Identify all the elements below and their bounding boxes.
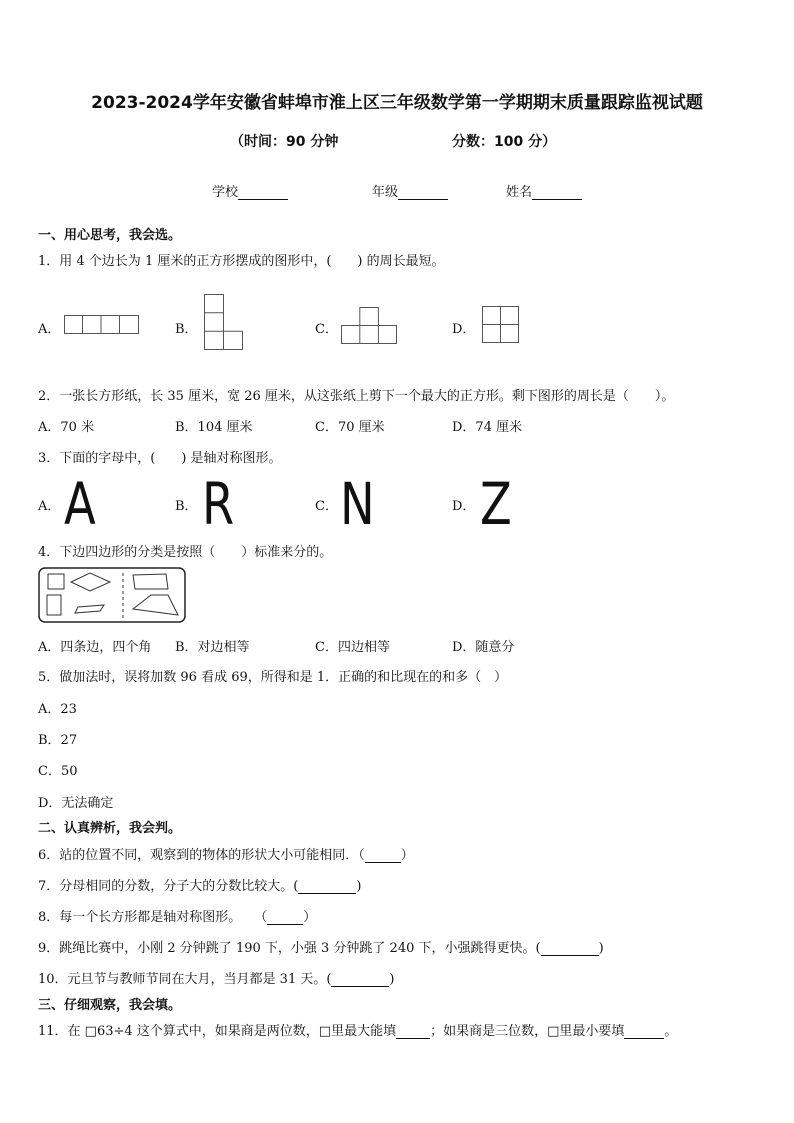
question-9: [38, 937, 604, 956]
q4-option-a: A．四条边，四个角: [38, 640, 152, 655]
q5-option-d: D．无法确定: [38, 796, 114, 811]
q8-answer-blank[interactable]: [267, 911, 303, 925]
section-2-heading: 二、认真辨析，我会判。: [38, 821, 182, 836]
q8-text: 8．每一个长方形都是轴对称图形。 （: [38, 910, 268, 925]
question-5: 5．做加法时，误将加数 96 看成 69，所得和是 1．正确的和比现在的和多（ ）: [38, 670, 508, 685]
name-blank: [532, 186, 582, 200]
q7-answer-blank[interactable]: [298, 880, 356, 894]
name-label: 姓名: [506, 185, 533, 200]
q1-option-c-label: C．: [315, 322, 338, 337]
question-10: [38, 968, 395, 987]
q1-figure-d: [482, 306, 520, 344]
q3-option-b-label: B．: [175, 499, 198, 514]
q10-answer-blank[interactable]: [331, 973, 389, 987]
q8-close: ）: [303, 910, 317, 925]
q9-close: ): [598, 941, 604, 956]
question-6: [38, 844, 414, 863]
q11-text-part1: 11．在 □63÷4 这个算式中，如果商是两位数，□里最大能填: [38, 1024, 397, 1039]
q3-letter-z: Z: [480, 470, 512, 538]
grade-blank: [398, 186, 448, 200]
question-3: 3．下面的字母中，( ) 是轴对称图形。: [38, 451, 282, 466]
school-field: [212, 181, 288, 200]
q1-option-a-label: A．: [38, 322, 61, 337]
q5-option-b: B．27: [38, 733, 78, 748]
section-1-heading: 一、用心思考，我会选。: [38, 228, 182, 243]
q9-text: 9．跳绳比赛中，小刚 2 分钟跳了 190 下，小强 3 分钟跳了 240 下，小强跳得更快。(: [38, 941, 541, 956]
grade-label: 年级: [372, 185, 399, 200]
page-title: 2023-2024学年安徽省蚌埠市淮上区三年级数学第一学期期末质量跟踪监视试题: [91, 93, 703, 113]
q2-option-c: C．70 厘米: [315, 420, 385, 435]
exam-time: （时间：90 分钟: [230, 134, 339, 150]
q3-letter-a: A: [64, 470, 96, 538]
school-label: 学校: [212, 185, 239, 200]
q1-figure-a: [64, 315, 140, 335]
q1-option-b-label: B．: [175, 322, 198, 337]
question-1: 1．用 4 个边长为 1 厘米的正方形摆成的图形中，( ) 的周长最短。: [38, 254, 445, 269]
question-11: [38, 1020, 677, 1039]
name-field: [506, 181, 582, 200]
q3-letter-r: R: [202, 470, 235, 538]
q6-answer-blank[interactable]: [365, 849, 401, 863]
q6-text: 6．站的位置不同，观察到的物体的形状大小可能相同．（: [38, 848, 365, 863]
q5-option-a: A．23: [38, 702, 77, 717]
q11-blank-1[interactable]: [396, 1025, 430, 1039]
q3-option-c-label: C．: [315, 499, 338, 514]
q1-figure-c: [341, 307, 399, 345]
grade-field: [372, 181, 448, 200]
q4-option-c: C．四边相等: [315, 640, 390, 655]
question-8: [38, 906, 316, 925]
section-3-heading: 三、仔细观察，我会填。: [38, 998, 182, 1013]
question-4: 4．下边四边形的分类是按照（ ）标准来分的。: [38, 545, 333, 560]
question-2: 2．一张长方形纸，长 35 厘米，宽 26 厘米，从这张纸上剪下一个最大的正方形。剩下图形的周长是（ ）。: [38, 389, 675, 404]
q4-quadrilateral-diagram: [38, 567, 188, 625]
q6-close: ）: [400, 848, 414, 863]
q2-option-b: B．104 厘米: [175, 420, 253, 435]
q7-close: ): [356, 879, 362, 894]
q3-option-a-label: A．: [38, 499, 61, 514]
q3-letter-n: N: [340, 470, 375, 538]
school-blank: [238, 186, 288, 200]
q1-figure-b: [204, 294, 246, 352]
q10-close: ): [389, 972, 395, 987]
q2-option-d: D．74 厘米: [452, 420, 523, 435]
q2-option-a: A．70 米: [38, 420, 95, 435]
q9-answer-blank[interactable]: [541, 942, 599, 956]
q10-text: 10．元旦节与教师节同在大月，当月都是 31 天。(: [38, 972, 332, 987]
question-7: [38, 875, 361, 894]
q1-option-d-label: D．: [452, 322, 476, 337]
q11-text-part2: ；如果商是三位数，□里最小要填: [430, 1024, 625, 1039]
q5-option-c: C．50: [38, 764, 78, 779]
q3-option-d-label: D．: [452, 499, 476, 514]
q11-blank-2[interactable]: [624, 1025, 664, 1039]
exam-score: 分数：100 分）: [452, 134, 557, 150]
q11-text-part3: 。: [664, 1024, 678, 1039]
q4-option-d: D．随意分: [452, 640, 515, 655]
q4-option-b: B．对边相等: [175, 640, 250, 655]
q7-text: 7．分母相同的分数，分子大的分数比较大。(: [38, 879, 299, 894]
